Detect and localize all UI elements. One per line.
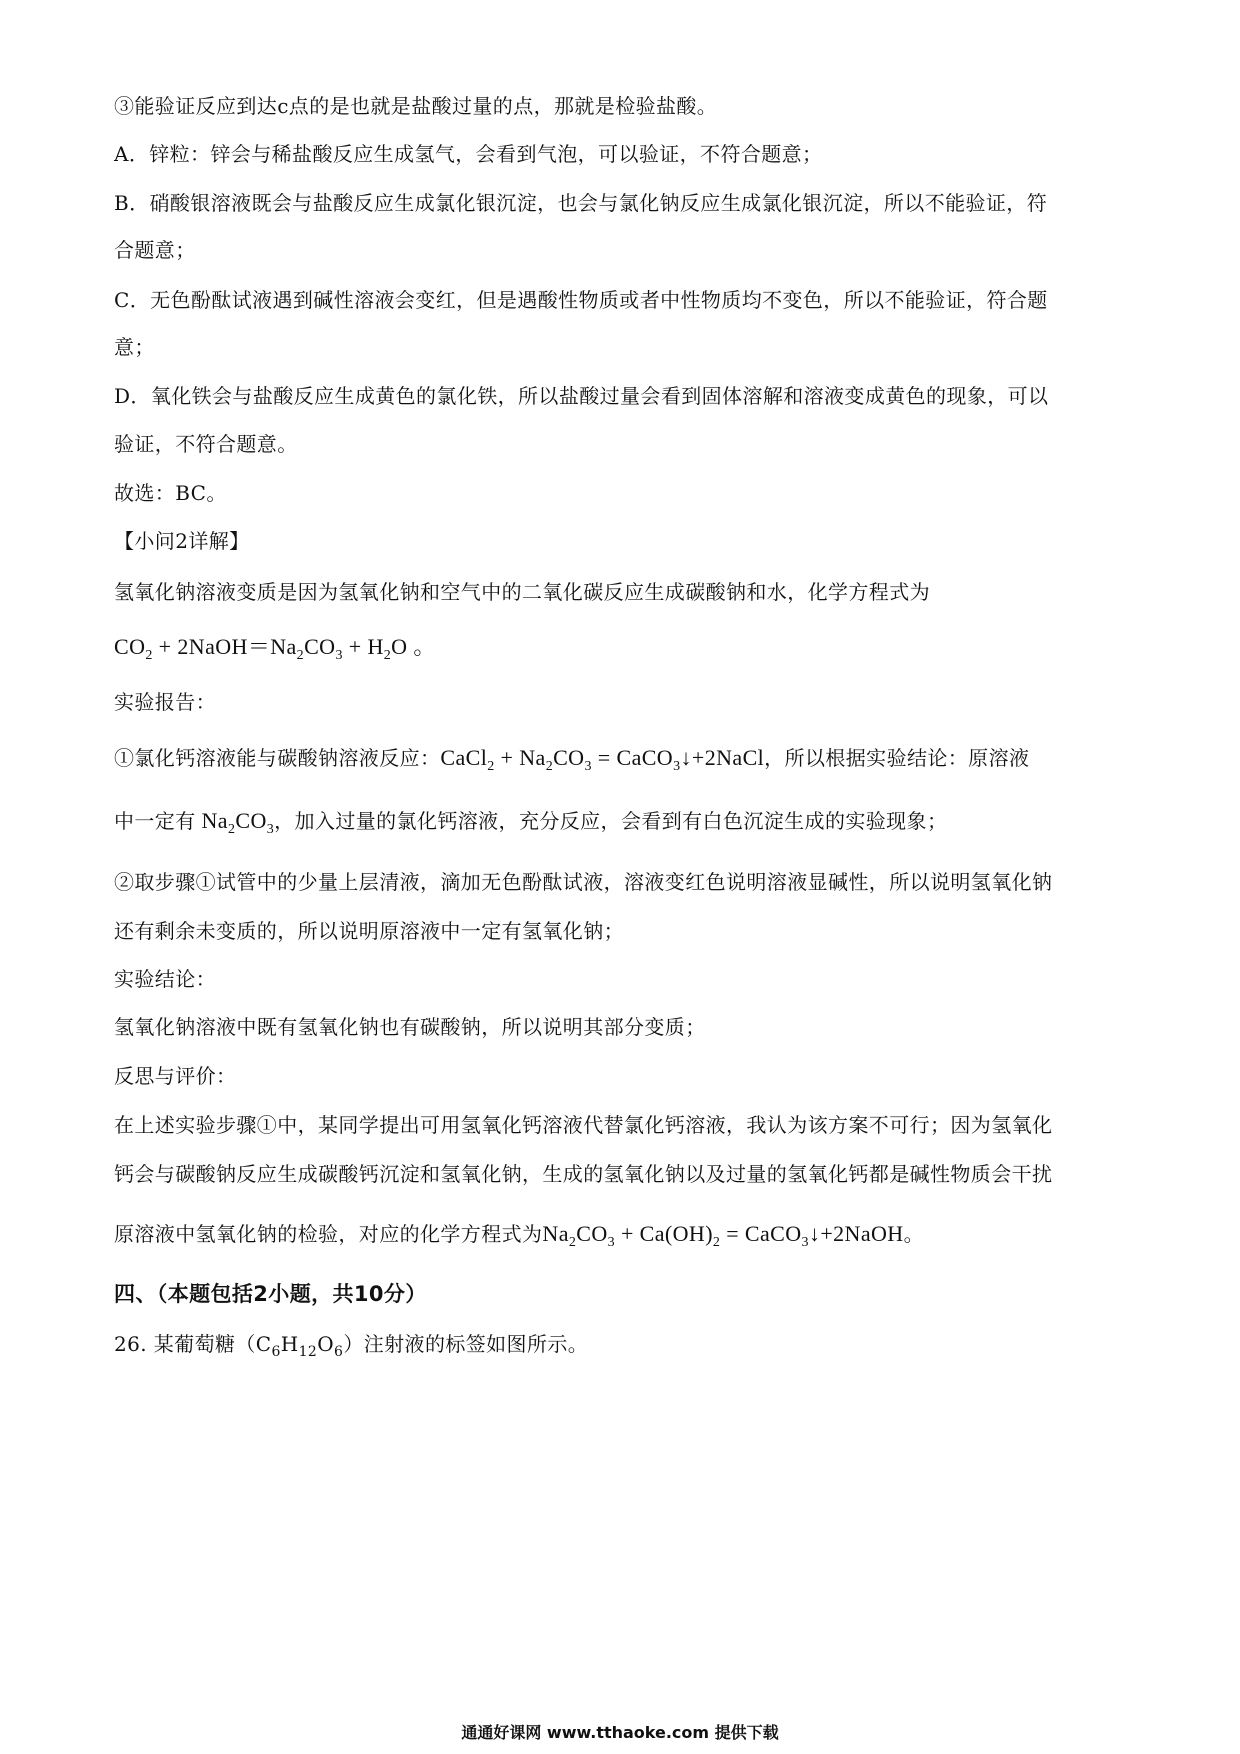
text-line: 故选：BC。 — [114, 481, 227, 505]
text-line: 在上述实验步骤①中，某同学提出可用氢氧化钙溶液代替氯化钙溶液，我认为该方案不可行；因为氢氧化 — [114, 1113, 1053, 1137]
text-line: 还有剩余未变质的，所以说明原溶液中一定有氢氧化钠； — [114, 919, 624, 943]
page-footer: 通通好课网 www.tthaoke.com 提供下载 — [461, 1723, 779, 1742]
chemical-formula: $Na_2CO_3$ — [195, 808, 275, 837]
text-line: A．锌粒：锌会与稀盐酸反应生成氢气，会看到气泡，可以验证，不符合题意； — [114, 142, 823, 166]
text-line: ②取步骤①试管中的少量上层清液，滴加无色酚酞试液，溶液变红色说明溶液显碱性，所以说明氢氧化钠 — [114, 870, 1053, 894]
text-span: 。 — [903, 1222, 924, 1246]
text-line: 反思与评价： — [114, 1064, 237, 1088]
text-line: 氢氧化钠溶液中既有氢氧化钠也有碳酸钠，所以说明其部分变质； — [114, 1015, 706, 1039]
text-span: ，加入过量的氯化钙溶液，充分反应，会看到有白色沉淀生成的实验现象； — [274, 809, 948, 833]
text-line: 钙会与碳酸钠反应生成碳酸钙沉淀和氢氧化钠，生成的氢氧化钠以及过量的氢氧化钙都是碱性物质会干扰 — [114, 1162, 1053, 1186]
question-26: 26. 某葡萄糖$(C_6H_{12}O_6)$注射液的标签如图所示。 — [114, 1332, 589, 1360]
chemical-equation: $Na_2CO_3 + Ca(OH)_2$ = CaCO$_3$↓+2NaOH — [542, 1221, 904, 1250]
text-line: 合题意； — [114, 238, 196, 262]
chemical-equation: CaCl$_2$ + $Na_2CO_3$ = CaCO$_3$↓+2NaCl — [440, 745, 765, 774]
text-span: 原溶液中氢氧化钠的检验，对应的化学方程式为 — [114, 1222, 543, 1246]
text-span: 中一定有 — [114, 809, 196, 833]
text-line: D．氧化铁会与盐酸反应生成黄色的氯化铁，所以盐酸过量会看到固体溶解和溶液变成黄色的现象，可以 — [114, 384, 1049, 408]
text-span: ，所以根据实验结论：原溶液 — [764, 746, 1030, 770]
text-line: C．无色酚酞试液遇到碱性溶液会变红，但是遇酸性物质或者中性物质均不变色，所以不能验证，符合题 — [114, 288, 1048, 312]
text-line: 意； — [114, 335, 155, 359]
subsection-heading: 【小问2详解】 — [114, 529, 250, 553]
text-line — [114, 1220, 924, 1248]
text-line: 实验报告： — [114, 690, 216, 714]
text-line — [114, 744, 1029, 772]
text-line: B．硝酸银溶液既会与盐酸反应生成氯化银沉淀，也会与氯化钠反应生成氯化银沉淀，所以不能验证，符 — [114, 191, 1048, 215]
text-line: 实验结论： — [114, 967, 216, 991]
text-line: ③能验证反应到达c点的是也就是盐酸过量的点，那就是检验盐酸。 — [114, 94, 718, 118]
text-line — [114, 807, 947, 835]
chemical-equation: $CO_2$ + $2NaOH=Na_2CO_3 + H_2O$ 。 — [114, 634, 436, 663]
section-heading: 四、（本题包括2小题，共10分） — [114, 1282, 427, 1306]
text-span: ①氯化钙溶液能与碳酸钠溶液反应： — [114, 746, 441, 770]
text-line: 氢氧化钠溶液变质是因为氢氧化钠和空气中的二氧化碳反应生成碳酸钠和水，化学方程式为 — [114, 580, 930, 604]
text-line: 验证，不符合题意。 — [114, 432, 298, 456]
